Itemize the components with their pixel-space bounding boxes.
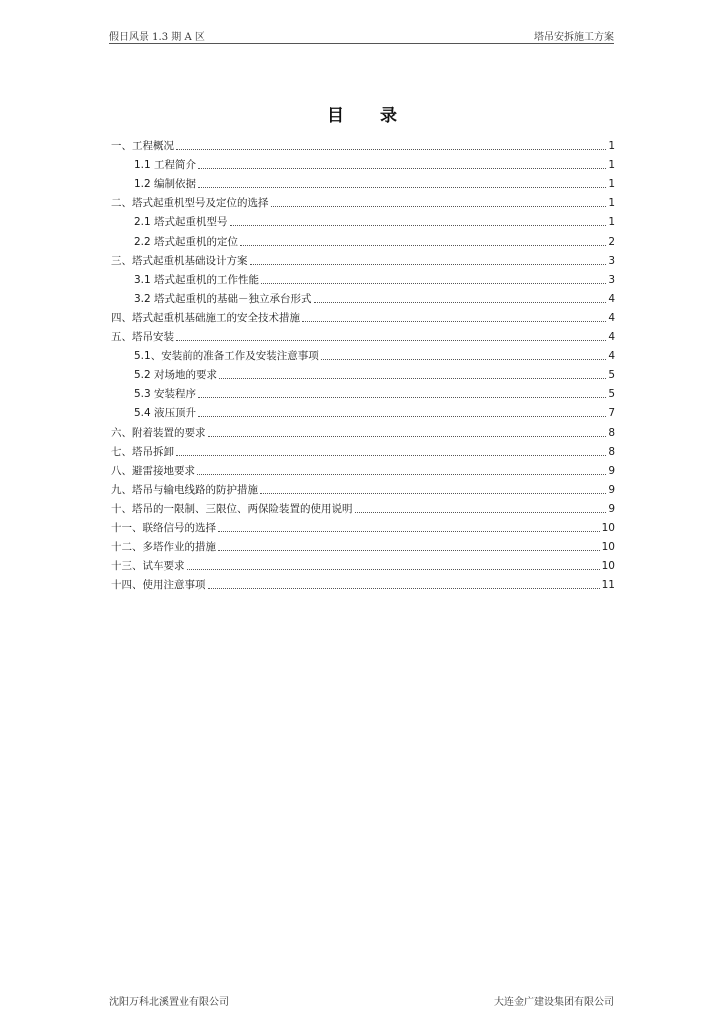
- toc-entry[interactable]: [111, 172, 615, 191]
- toc-entry-label: 3.2 塔式起重机的基础－独立承台形式: [134, 292, 312, 305]
- toc-entry-label: 十二、多塔作业的措施: [111, 541, 216, 554]
- toc-entry[interactable]: [111, 153, 615, 172]
- toc-entry[interactable]: [111, 344, 615, 363]
- toc-dot-leader: [250, 264, 607, 265]
- toc-entry-label: 5.3 安装程序: [134, 388, 197, 401]
- toc-entry-page-number: 4: [608, 350, 615, 363]
- toc-dot-leader: [240, 245, 606, 246]
- toc-entry-label: 四、塔式起重机基础施工的安全技术措施: [111, 311, 300, 324]
- toc-dot-leader: [198, 397, 606, 398]
- toc-entry-label: 六、附着装置的要求: [111, 426, 206, 439]
- toc-dot-leader: [230, 225, 607, 226]
- toc-entry[interactable]: [111, 420, 615, 439]
- toc-entry-label: 二、塔式起重机型号及定位的选择: [111, 197, 269, 210]
- toc-entry[interactable]: [111, 134, 615, 153]
- toc-entry[interactable]: [111, 382, 615, 401]
- footer-client-company: 沈阳万科北溪置业有限公司: [109, 997, 229, 1008]
- toc-entry-label: 十三、试车要求: [111, 560, 185, 573]
- toc-entry[interactable]: [111, 191, 615, 210]
- toc-entry[interactable]: [111, 478, 615, 497]
- toc-entry-page-number: 1: [608, 159, 615, 172]
- toc-entry-label: 5.4 液压顶升: [134, 407, 197, 420]
- toc-dot-leader: [218, 531, 600, 532]
- toc-entry-label: 2.2 塔式起重机的定位: [134, 235, 239, 248]
- toc-entry-label: 1.1 工程简介: [134, 159, 197, 172]
- toc-entry-label: 十四、使用注意事项: [111, 579, 206, 592]
- toc-dot-leader: [218, 550, 600, 551]
- toc-entry[interactable]: [111, 573, 615, 592]
- toc-entry-page-number: 1: [608, 178, 615, 191]
- table-of-contents: [111, 134, 615, 592]
- toc-entry-label: 三、塔式起重机基础设计方案: [111, 254, 248, 267]
- toc-dot-leader: [198, 187, 606, 188]
- toc-entry[interactable]: [111, 306, 615, 325]
- toc-entry-page-number: 9: [608, 502, 615, 515]
- toc-entry[interactable]: [111, 401, 615, 420]
- toc-entry-page-number: 1: [608, 140, 615, 153]
- toc-entry-label: 5.2 对场地的要求: [134, 369, 218, 382]
- toc-entry-page-number: 1: [608, 197, 615, 210]
- toc-entry[interactable]: [111, 229, 615, 248]
- toc-entry-label: 八、避雷接地要求: [111, 464, 195, 477]
- toc-dot-leader: [208, 588, 600, 589]
- toc-entry-page-number: 4: [608, 292, 615, 305]
- toc-entry[interactable]: [111, 440, 615, 459]
- toc-entry-label: 十一、联络信号的选择: [111, 521, 216, 534]
- toc-entry-page-number: 11: [601, 579, 615, 592]
- toc-entry-label: 五、塔吊安装: [111, 331, 174, 344]
- toc-dot-leader: [219, 378, 606, 379]
- toc-dot-leader: [198, 416, 606, 417]
- toc-dot-leader: [261, 283, 606, 284]
- toc-entry-label: 七、塔吊拆卸: [111, 445, 174, 458]
- toc-dot-leader: [260, 493, 606, 494]
- toc-entry-page-number: 9: [608, 464, 615, 477]
- toc-entry-page-number: 10: [601, 560, 615, 573]
- toc-entry-label: 1.2 编制依据: [134, 178, 197, 191]
- toc-entry-label: 5.1、安装前的准备工作及安装注意事项: [134, 350, 319, 363]
- toc-entry-label: 2.1 塔式起重机型号: [134, 216, 228, 229]
- toc-entry-page-number: 1: [608, 216, 615, 229]
- toc-dot-leader: [176, 455, 606, 456]
- toc-dot-leader: [197, 474, 606, 475]
- page-footer: [109, 993, 614, 1007]
- toc-entry[interactable]: [111, 516, 615, 535]
- toc-entry[interactable]: [111, 325, 615, 344]
- footer-contractor-company: 大连金广建设集团有限公司: [494, 997, 614, 1008]
- toc-dot-leader: [187, 569, 600, 570]
- toc-entry[interactable]: [111, 554, 615, 573]
- page-header: [109, 28, 614, 44]
- toc-entry-page-number: 10: [601, 541, 615, 554]
- toc-dot-leader: [176, 340, 606, 341]
- toc-entry-page-number: 4: [608, 331, 615, 344]
- toc-entry-page-number: 8: [608, 445, 615, 458]
- toc-entry-page-number: 5: [608, 369, 615, 382]
- toc-entry-page-number: 3: [608, 254, 615, 267]
- toc-dot-leader: [176, 149, 606, 150]
- header-document-title: 塔吊安拆施工方案: [534, 32, 614, 43]
- toc-dot-leader: [302, 321, 606, 322]
- toc-dot-leader: [314, 302, 607, 303]
- toc-dot-leader: [208, 436, 607, 437]
- toc-entry[interactable]: [111, 363, 615, 382]
- toc-entry-page-number: 5: [608, 388, 615, 401]
- toc-entry[interactable]: [111, 210, 615, 229]
- toc-entry-page-number: 9: [608, 483, 615, 496]
- toc-entry[interactable]: [111, 459, 615, 478]
- toc-entry[interactable]: [111, 287, 615, 306]
- toc-entry[interactable]: [111, 249, 615, 268]
- toc-entry-page-number: 2: [608, 235, 615, 248]
- toc-dot-leader: [271, 206, 607, 207]
- header-project-name: 假日风景 1.3 期 A 区: [109, 32, 205, 43]
- toc-entry[interactable]: [111, 535, 615, 554]
- toc-entry-page-number: 4: [608, 311, 615, 324]
- toc-entry-page-number: 3: [608, 273, 615, 286]
- toc-entry[interactable]: [111, 497, 615, 516]
- toc-entry-page-number: 7: [608, 407, 615, 420]
- toc-entry-label: 十、塔吊的一限制、三限位、两保险装置的使用说明: [111, 502, 353, 515]
- toc-entry-page-number: 10: [601, 521, 615, 534]
- toc-dot-leader: [321, 359, 607, 360]
- toc-entry[interactable]: [111, 268, 615, 287]
- toc-dot-leader: [198, 168, 606, 169]
- toc-title: 目录: [327, 106, 433, 126]
- toc-entry-label: 九、塔吊与输电线路的防护措施: [111, 483, 258, 496]
- toc-entry-label: 3.1 塔式起重机的工作性能: [134, 273, 260, 286]
- toc-entry-page-number: 8: [608, 426, 615, 439]
- toc-dot-leader: [355, 512, 607, 513]
- toc-entry-label: 一、工程概况: [111, 140, 174, 153]
